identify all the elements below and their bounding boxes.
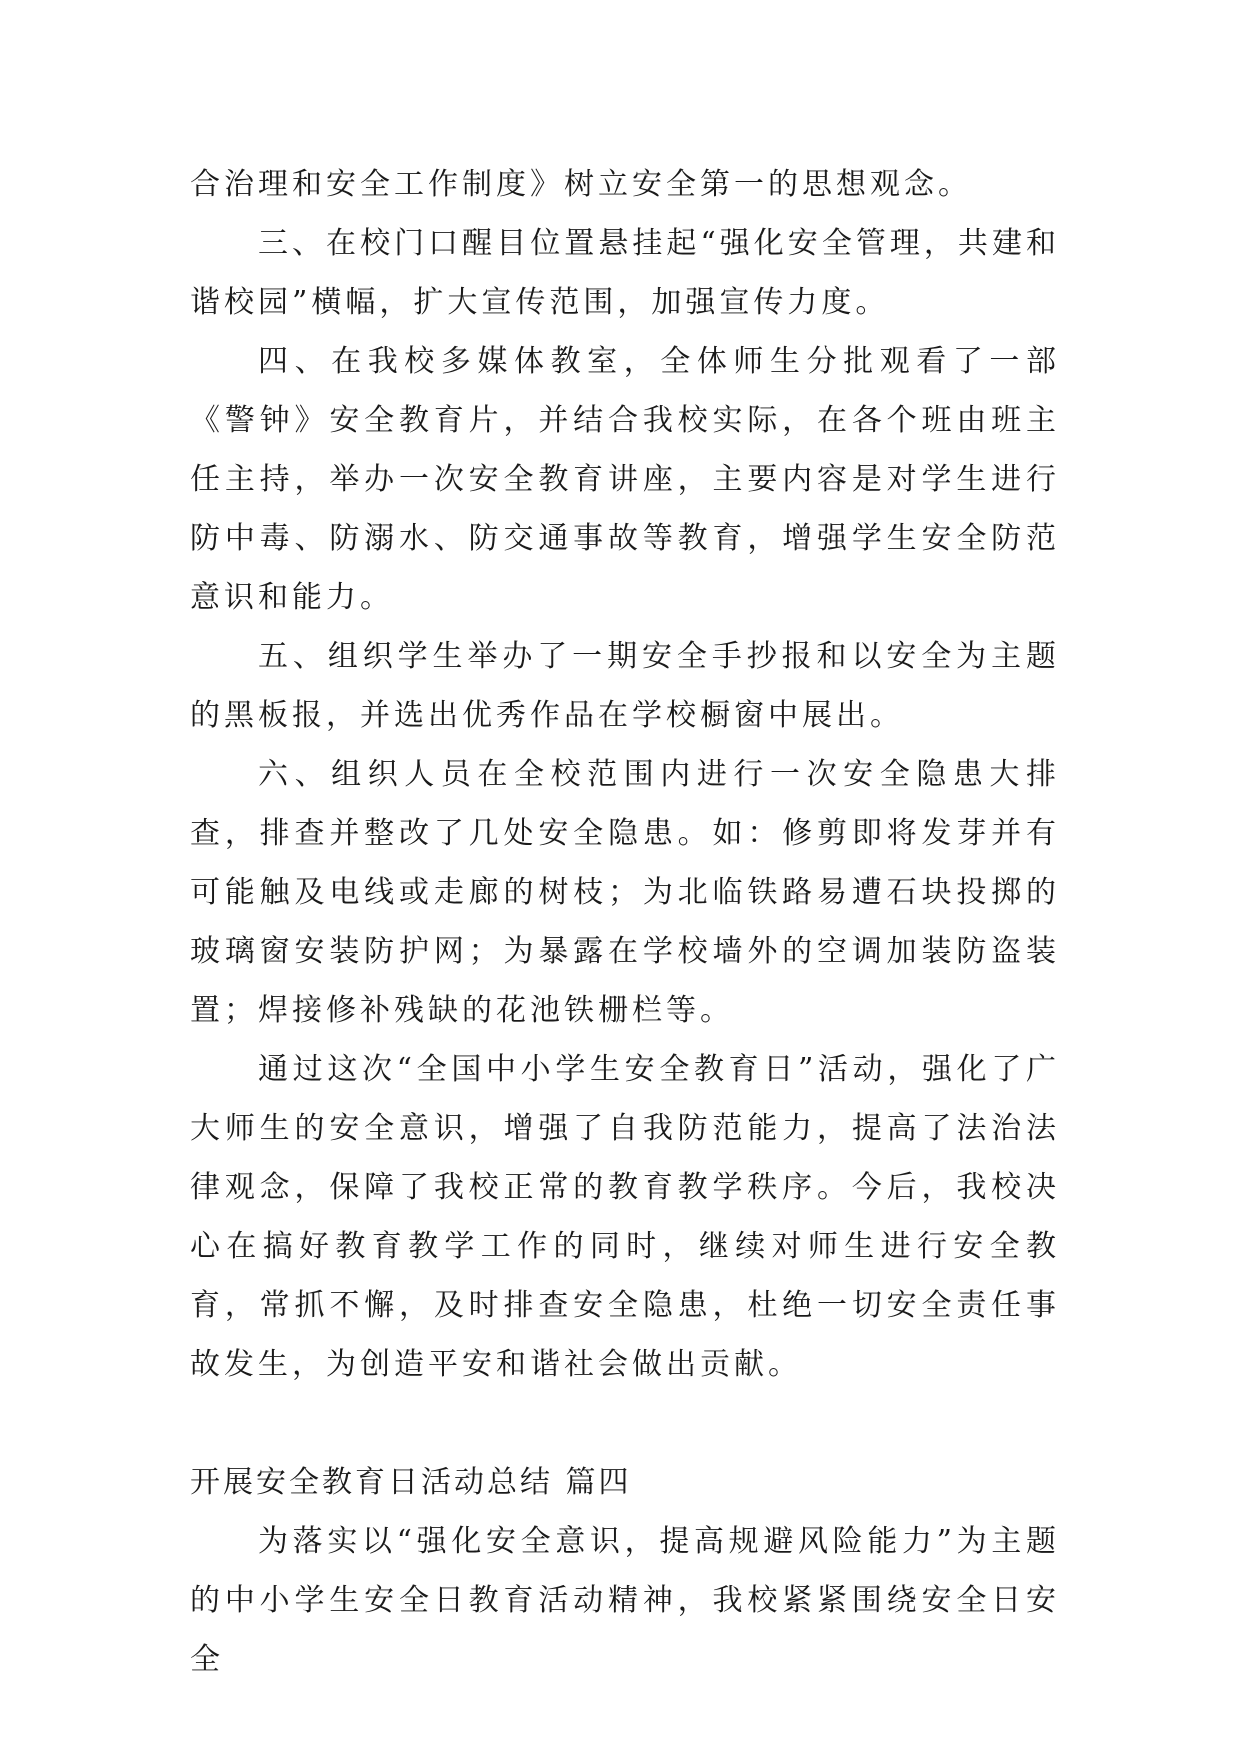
- paragraph-item-six: 六、组织人员在全校范围内进行一次安全隐患大排查，排查并整改了几处安全隐患。如：修剪即将发芽并有可能触及电线或走廊的树枝；为北临铁路易遭石块投掷的玻璃窗安装防护网；为暴露在学校墙外的空调加装防盗装置；焊接修补残缺的花池铁栅栏等。: [190, 757, 1060, 1028]
- paragraph-section-intro: 为落实以“强化安全意识，提高规避风险能力”为主题的中小学生安全日教育活动精神，我校紧紧围绕安全日安全: [190, 1524, 1060, 1677]
- paragraph-item-four: 四、在我校多媒体教室，全体师生分批观看了一部《警钟》安全教育片，并结合我校实际，在各个班由班主任主持，举办一次安全教育讲座，主要内容是对学生进行防中毒、防溺水、防交通事故等教育，增强学生安全防范意识和能力。: [190, 344, 1060, 615]
- paragraph-conclusion: 通过这次“全国中小学生安全教育日”活动，强化了广大师生的安全意识，增强了自我防范能力，提高了法治法律观念，保障了我校正常的教育教学秩序。今后，我校决心在搞好教育教学工作的同时，继续对师生进行安全教育，常抓不懈，及时排查安全隐患，杜绝一切安全责任事故发生，为创造平安和谐社会做出贡献。: [190, 1052, 1060, 1382]
- paragraph-continuation: 合治理和安全工作制度》树立安全第一的思想观念。: [190, 167, 972, 202]
- paragraph-item-three: 三、在校门口醒目位置悬挂起“强化安全管理，共建和谐校园”横幅，扩大宣传范围，加强宣传力度。: [190, 226, 1060, 320]
- section-heading: 开展安全教育日活动总结 篇四: [190, 1465, 632, 1500]
- document-body: [190, 155, 1060, 1689]
- paragraph-item-five: 五、组织学生举办了一期安全手抄报和以安全为主题的黑板报，并选出优秀作品在学校橱窗中展出。: [190, 639, 1060, 733]
